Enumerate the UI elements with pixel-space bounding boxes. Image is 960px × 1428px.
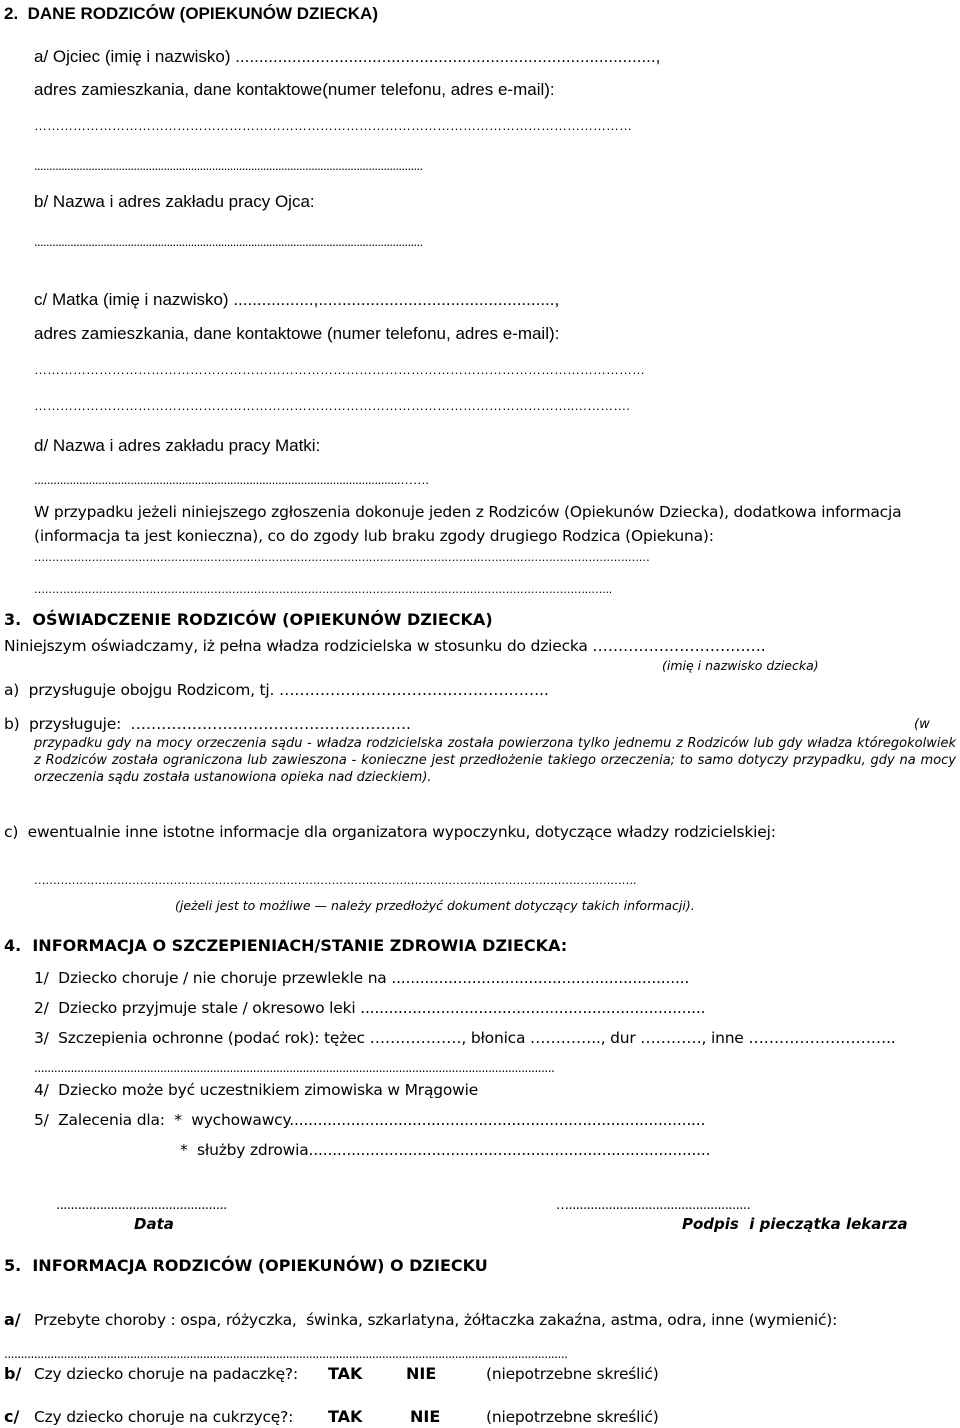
diabetes-strike-note: (niepotrzebne skreślić) [486, 1408, 659, 1426]
father-address-label: adres zamieszkania, dane kontaktowe(numer telefonu, adres e-mail): [34, 80, 555, 99]
doctor-signature-label: Podpis i pieczątka lekarza [682, 1215, 908, 1233]
mother-address-label: adres zamieszkania, dane kontaktowe (numer telefonu, adres e-mail): [34, 324, 560, 343]
section-5-heading: 5. INFORMACJA RODZICÓW (OPIEKUNÓW) O DZIECKU [4, 1256, 488, 1275]
health-item-5: 5/ Zalecenia dla: * wychowawcy........................................................................................ [34, 1111, 706, 1129]
single-parent-note: W przypadku jeżeli niniejszego zgłoszenia dokonuje jeden z Rodziców (Opiekunów Dziecka), dodatkowa informacja (informacja ta jest konieczna), co do zgody lub braku zgody drugiego Rodzica (Opiekuna): [34, 503, 902, 545]
section-4-heading: 4. INFORMACJA O SZCZEPIENIACH/STANIE ZDROWIA DZIECKA: [4, 936, 568, 955]
other-info-dots: ……………………………………………………………………………………………………………………………………………. [34, 873, 637, 887]
mother-work-label: d/ Nazwa i adres zakładu pracy Matki: [34, 436, 321, 455]
child-name-hint: (imię i nazwisko dziecka) [662, 658, 819, 673]
single-parent-dots-1: ……………………………………………………………………………………………………………………………………………………… [34, 551, 650, 564]
father-work-label: b/ Nazwa i adres zakładu pracy Ojca: [34, 192, 315, 211]
single-parent-dots-2: ………………………………………………………………………………………………………………………………………..…... [34, 583, 613, 596]
health-item-5b: * służby zdrowia..................................................................................... [180, 1141, 711, 1159]
epilepsy-question: Czy dziecko choruje na padaczkę?: [34, 1365, 298, 1383]
diabetes-question: Czy dziecko choruje na cukrzycę?: [34, 1408, 294, 1426]
father-name-line: a/ Ojciec (imię i nazwisko) ........................................................................................., [34, 47, 661, 66]
health-item-3: 3/ Szczepienia ochronne (podać rok): tężec ………………, błonica ………….., dur …………, inne ……………………….. [34, 1029, 896, 1047]
epilepsy-strike-note: (niepotrzebne skreślić) [486, 1365, 659, 1383]
section-3-heading: 3. OŚWIADCZENIE RODZICÓW (OPIEKUNÓW DZIECKA) [4, 610, 493, 629]
diabetes-yes: TAK [328, 1407, 363, 1426]
father-address-dots-2: ................................................................................................................................. [34, 158, 423, 173]
date-label: Data [134, 1215, 174, 1233]
health-item-3-dots: ............................................................................................................................................................. [34, 1061, 555, 1075]
past-diseases-dots: .......................................................................................................................................................................... [4, 1347, 568, 1361]
option-a-both-parents: a) przysługuje obojgu Rodzicom, tj. …………………………………………….. [4, 681, 549, 699]
past-diseases-label: Przebyte choroby : ospa, różyczka, świnka, szkarlatyna, żółtaczka zakaźna, astma, odra, inne (wymienić): [34, 1311, 838, 1329]
item-b-marker: b/ [4, 1364, 22, 1383]
section-2-heading: 2. DANE RODZICÓW (OPIEKUNÓW DZIECKA) [4, 4, 378, 23]
health-item-1: 1/ Dziecko choruje / nie choruje przewlekle na ............................................................... [34, 969, 690, 987]
mother-name-line: c/ Matka (imię i nazwisko) .................,.................................................., [34, 290, 560, 309]
declaration-intro: Niniejszym oświadczamy, iż pełna władza rodzicielska w stosunku do dziecka ……………………………. [4, 637, 766, 655]
document-hint: (jeżeli jest to możliwe — należy przedłożyć dokument dotyczący takich informacji). [175, 898, 695, 913]
item-a-marker: a/ [4, 1310, 21, 1329]
epilepsy-no: NIE [406, 1364, 437, 1383]
date-dots: ............................................... [56, 1198, 227, 1213]
mother-address-dots-2: ……………………………………………………………………………………………………………..…………. [34, 398, 630, 413]
health-item-2: 2/ Dziecko przyjmuje stale / okresowo leki ......................................................................... [34, 999, 706, 1017]
father-address-dots-1: ………………………………………………………………………………………………………………………… [34, 118, 632, 133]
health-item-4: 4/ Dziecko może być uczestnikiem zimowiska w Mrągowie [34, 1081, 479, 1099]
father-work-dots: ................................................................................................................................. [34, 234, 423, 249]
option-b-one-parent: b) przysługuje: ………………………………………………. [4, 715, 411, 733]
option-c-other-info: c) ewentualnie inne istotne informacje dla organizatora wypoczynku, dotyczące władzy rodzicielskiej: [4, 823, 776, 841]
mother-address-dots-1: …………………………………………………………………………………………………………………………… [34, 362, 645, 377]
diabetes-no: NIE [410, 1407, 441, 1426]
option-b-note: przypadku gdy na mocy orzeczenia sądu - władza rodzicielska została powierzona tylko jednemu z Rodziców lub gdy władza któregokolwiek z Rodziców została ograniczona lub zawieszona - konieczne jest przedłożenie takiego orzeczenia; to samo dotyczy przypadku, gdy na mocy orzeczenia sądu została ustanowiona opieka nad dzieckiem). [34, 736, 956, 785]
epilepsy-yes: TAK [328, 1364, 363, 1383]
signature-dots: ….................................................. [556, 1198, 751, 1213]
item-c-marker: c/ [4, 1407, 20, 1426]
mother-work-dots: ..................................................................................................................……. [34, 472, 429, 487]
option-b-note-start: (w [914, 717, 930, 732]
